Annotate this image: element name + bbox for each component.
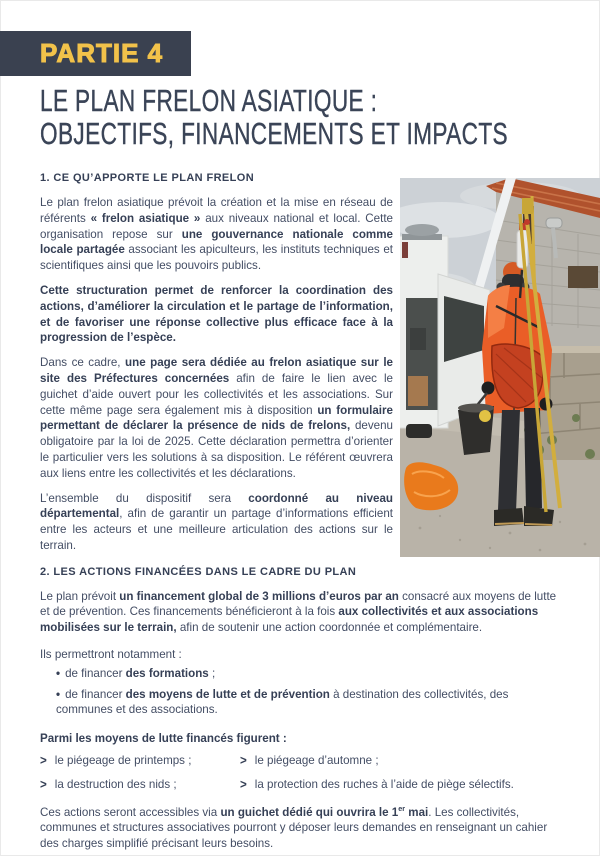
chevron-right-icon: > <box>40 753 47 769</box>
section-1-paragraph-4: L’ensemble du dispositif sera coordonné au niveau départemental, afin de garantir un partage d’informations efficient entre les acteurs et une meilleure articulation des actions sur le terrain. <box>40 491 393 552</box>
list-item <box>240 777 562 792</box>
section-1-paragraph-2: Cette structuration permet de renforcer la coordination des actions, d’améliorer la circulation et le partage de l’information, et de favoriser une réponse collective plus efficace face à la progression de l’espèce. <box>40 283 393 345</box>
bullet-item-text: de financer des formations ; <box>65 666 216 680</box>
list-item <box>240 753 562 768</box>
section-2-closing: Ces actions seront accessibles via un guichet dédié qui ouvrira le 1er mai. Les collectivités, communes et structures associatives pourront y déposer leurs demandes en renseignant un cahier des charges simplifié précisant leurs besoins. <box>40 804 548 850</box>
list-item <box>56 666 562 681</box>
section-1-paragraph-1: Le plan frelon asiatique prévoit la création et la mise en réseau de référents « frelon asiatique » aux niveaux national et local. Cette organisation repose sur une gouvernance nationale comme locale partagée associant les apiculteurs, les instituts techniques et scientifiques ainsi que les pouvoirs publics. <box>40 196 393 273</box>
section-2-intro: Le plan prévoit un financement global de 3 millions d’euros par an consacré aux moyens de lutte et de prévention. Ces financements bénéficieront à la fois aux collectivités et aux associations mobilisées sur le terrain, afin de soutenir une action coordonnée et complémentaire. <box>40 590 557 634</box>
page-title <box>40 84 508 150</box>
section-1-paragraph-3: Dans ce cadre, une page sera dédiée au frelon asiatique sur le site des Préfectures concernées afin de faire le lien avec le guichet d’aide ouvert pour les collectivités et les associations. Sur cette même page sera également mis à disposition un formulaire permettant de déclarer la présence de nids de frelons, devenu obligatoire par la loi de 2025. Cette déclaration permettra d’orienter le particulier vers les solutions à sa disposition. Le référent œuvrera aux liens entre les collectivités et les déclarations. <box>40 356 393 480</box>
list-item <box>40 777 236 792</box>
section-1-heading: 1. CE QU’APPORTE LE PLAN FRELON <box>40 172 255 184</box>
page-title-line-2: OBJECTIFS, FINANCEMENTS ET IMPACTS <box>40 116 508 151</box>
bullet-icon: • <box>56 666 61 680</box>
chevron-right-icon: > <box>240 776 247 792</box>
partie-badge <box>0 31 191 76</box>
arrow-item-text: le piégeage d’automne ; <box>254 754 379 768</box>
bullet-icon: • <box>56 688 61 702</box>
chevron-right-icon: > <box>40 776 47 792</box>
arrow-item-text: le piégeage de printemps ; <box>54 754 192 768</box>
photo-illustration <box>400 178 600 557</box>
list-item <box>40 753 236 768</box>
partie-badge-label: PARTIE 4 <box>40 38 164 68</box>
arrow-item-text: la protection des ruches à l’aide de piège sélectifs. <box>254 777 514 791</box>
bullet-list-intro: Ils permettront notamment : <box>40 648 182 662</box>
section-2 <box>40 566 562 851</box>
chevron-right-icon: > <box>240 753 247 769</box>
financed-means-heading: Parmi les moyens de lutte financés figurent : <box>40 731 287 745</box>
list-item <box>56 687 562 718</box>
bullet-list <box>40 666 562 718</box>
photo-frelon-technician <box>400 178 600 557</box>
bullet-item-text: de financer des moyens de lutte et de prévention à destination des collectivités, des communes et des associations. <box>56 688 509 717</box>
section-1 <box>40 172 393 563</box>
page-title-line-1: LE PLAN FRELON ASIATIQUE : <box>40 83 378 118</box>
arrow-item-text: la destruction des nids ; <box>54 777 177 791</box>
financed-means-list <box>40 753 562 792</box>
section-2-heading: 2. LES ACTIONS FINANCÉES DANS LE CADRE DU PLAN <box>40 566 357 578</box>
